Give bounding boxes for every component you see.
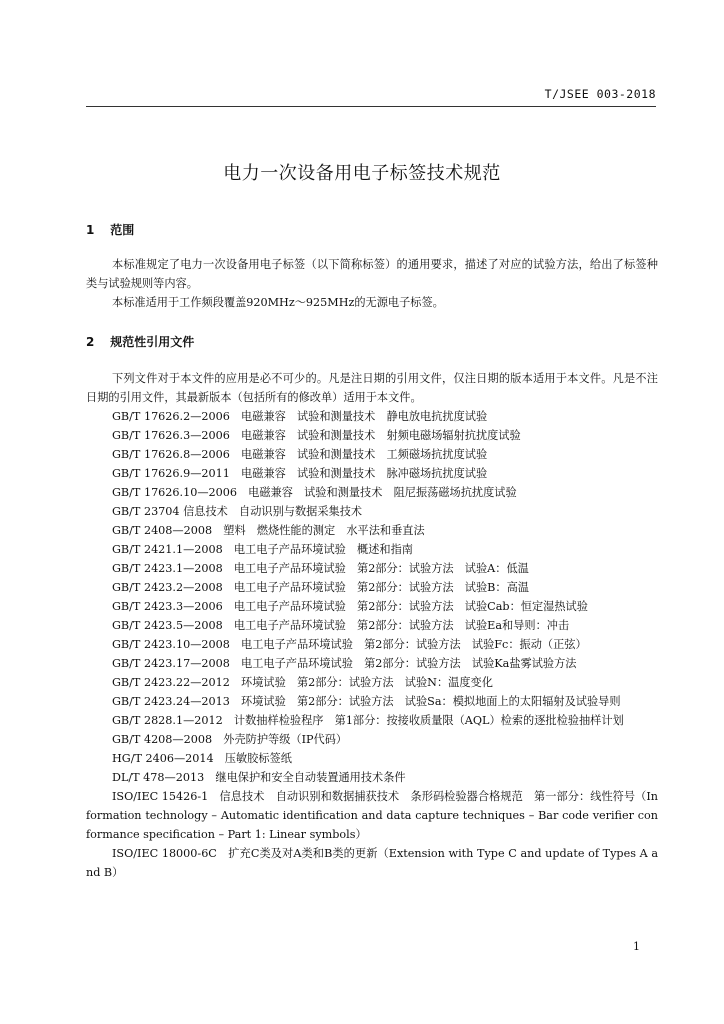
paragraph: 本标准适用于工作频段覆盖920MHz～925MHz的无源电子标签。 (112, 296, 444, 309)
section-2-heading (86, 333, 194, 350)
reference-item: DL/T 478—2013 继电保护和安全自动装置通用技术条件 (112, 771, 406, 784)
reference-item: GB/T 17626.2—2006 电磁兼容 试验和测量技术 静电放电抗扰度试验 (112, 410, 488, 423)
reference-item: GB/T 2423.24—2013 环境试验 第2部分：试验方法 试验Sa：模拟地面上的太阳辐射及试验导则 (112, 695, 621, 708)
reference-item: GB/T 2828.1—2012 计数抽样检验程序 第1部分：按接收质量限（AQL）检索的逐批检验抽样计划 (112, 714, 624, 727)
reference-item: GB/T 2423.2—2008 电工电子产品环境试验 第2部分：试验方法 试验B：高温 (112, 581, 529, 594)
reference-item: GB/T 2408—2008 塑料 燃烧性能的测定 水平法和垂直法 (112, 524, 425, 537)
reference-item: GB/T 17626.3—2006 电磁兼容 试验和测量技术 射频电磁场辐射抗扰度试验 (112, 429, 521, 442)
reference-item: GB/T 2421.1—2008 电工电子产品环境试验 概述和指南 (112, 543, 413, 556)
section-2-body (86, 369, 658, 882)
page-number: 1 (633, 940, 640, 953)
paragraph: 本标准规定了电力一次设备用电子标签（以下简称标签）的通用要求，描述了对应的试验方法，给出了标签种类与试验规则等内容。 (86, 258, 658, 290)
document-title: 电力一次设备用电子标签技术规范 (223, 163, 501, 184)
section-number: 2 (86, 335, 95, 349)
reference-item: ISO/IEC 18000-6C 扩充C类及对A类和B类的更新（Extension with Type C and update of Types A and B） (86, 847, 658, 879)
section-number: 1 (86, 223, 95, 237)
intro-paragraph: 下列文件对于本文件的应用是必不可少的。凡是注日期的引用文件，仅注日期的版本适用于本文件。凡是不注日期的引用文件，其最新版本（包括所有的修改单）适用于本文件。 (86, 372, 658, 404)
standard-code: T/JSEE 003-2018 (544, 87, 656, 101)
reference-item: HG/T 2406—2014 压敏胶标签纸 (112, 752, 292, 765)
reference-item: GB/T 2423.22—2012 环境试验 第2部分：试验方法 试验N：温度变化 (112, 676, 493, 689)
reference-item: GB/T 23704 信息技术 自动识别与数据采集技术 (112, 505, 363, 518)
reference-item: ISO/IEC 15426-1 信息技术 自动识别和数据捕获技术 条形码检验器合格规范 第一部分：线性符号（Information technology – Automatic identification and data capture techniques – Bar code verifier conformance specification – Part 1: Linear symbols） (86, 790, 658, 841)
reference-item: GB/T 17626.8—2006 电磁兼容 试验和测量技术 工频磁场抗扰度试验 (112, 448, 488, 461)
reference-list (86, 407, 658, 882)
section-1-body (86, 255, 658, 312)
reference-item: GB/T 2423.3—2006 电工电子产品环境试验 第2部分：试验方法 试验Cab：恒定湿热试验 (112, 600, 588, 613)
section-1-heading (86, 221, 134, 238)
reference-item: GB/T 2423.10—2008 电工电子产品环境试验 第2部分：试验方法 试验Fc：振动（正弦） (112, 638, 587, 651)
section-title: 范围 (110, 223, 135, 237)
reference-item: GB/T 2423.17—2008 电工电子产品环境试验 第2部分：试验方法 试验Ka盐雾试验方法 (112, 657, 577, 670)
section-title: 规范性引用文件 (110, 335, 195, 349)
reference-item: GB/T 17626.9—2011 电磁兼容 试验和测量技术 脉冲磁场抗扰度试验 (112, 467, 488, 480)
reference-item: GB/T 2423.1—2008 电工电子产品环境试验 第2部分：试验方法 试验A：低温 (112, 562, 529, 575)
header-rule (86, 106, 656, 107)
reference-item: GB/T 17626.10—2006 电磁兼容 试验和测量技术 阻尼振荡磁场抗扰度试验 (112, 486, 517, 499)
reference-item: GB/T 2423.5—2008 电工电子产品环境试验 第2部分：试验方法 试验Ea和导则：冲击 (112, 619, 570, 632)
reference-item: GB/T 4208—2008 外壳防护等级（IP代码） (112, 733, 348, 746)
